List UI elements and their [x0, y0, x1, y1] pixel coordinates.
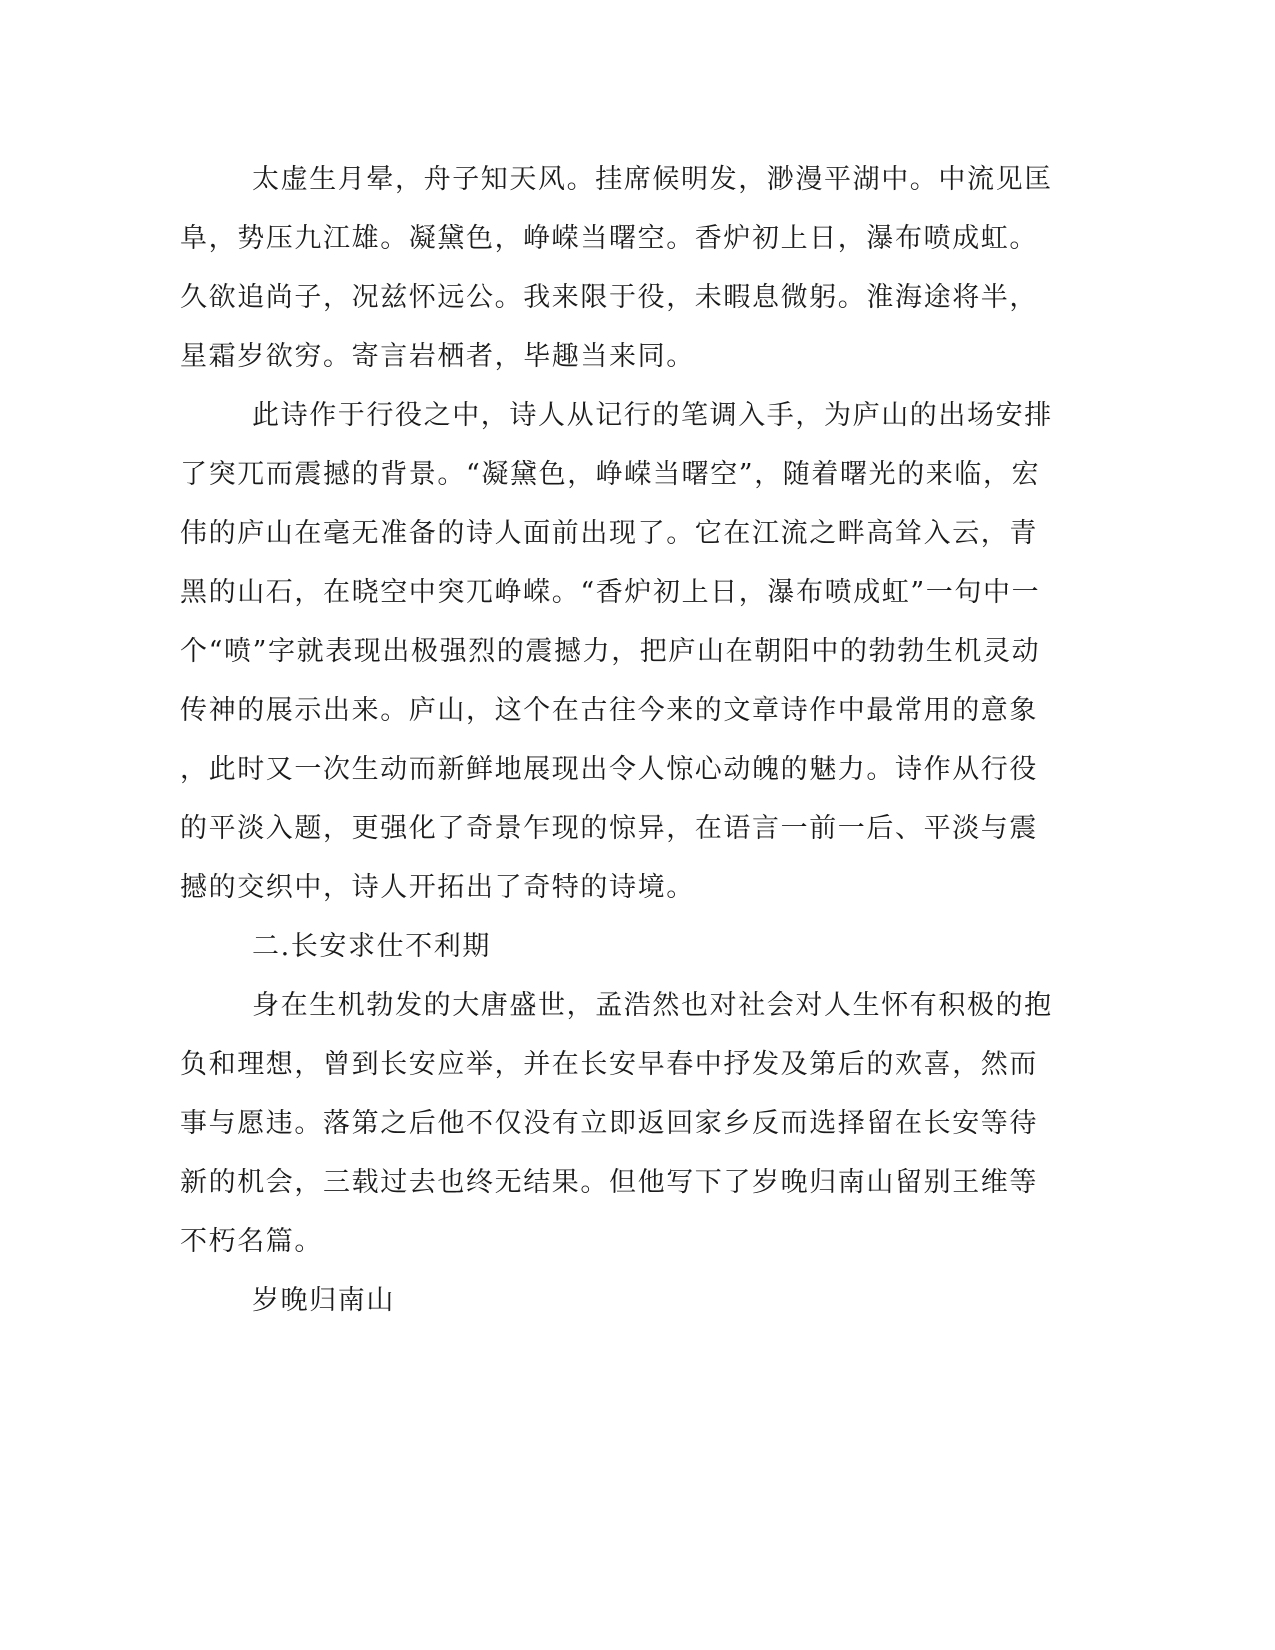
- section-heading: 二.长安求仕不利期: [252, 931, 491, 962]
- analysis-paragraph: [180, 386, 1053, 917]
- text-line: ，此时又一次生动而新鲜地展现出令人惊心动魄的魅力。诗作从行役: [180, 754, 1038, 785]
- text-line: 事与愿违。落第之后他不仅没有立即返回家乡反而选择留在长安等待: [180, 1108, 1038, 1139]
- text-line: 此诗作于行役之中，诗人从记行的笔调入手，为庐山的出场安排: [252, 400, 1053, 431]
- text-line: 身在生机勃发的大唐盛世，孟浩然也对社会对人生怀有积极的抱: [252, 990, 1053, 1021]
- text-line: 黑的山石，在晓空中突兀峥嵘。“香炉初上日，瀑布喷成虹”一句中一: [180, 577, 1041, 608]
- text-line: 个“喷”字就表现出极强烈的震撼力，把庐山在朝阳中的勃勃生机灵动: [180, 636, 1041, 667]
- text-line: 阜，势压九江雄。凝黛色，峥嵘当曙空。香炉初上日，瀑布喷成虹。: [180, 223, 1038, 254]
- poem-title: 岁晚归南山: [252, 1285, 395, 1316]
- text-line: 不朽名篇。: [180, 1226, 323, 1257]
- text-line: 传神的展示出来。庐山，这个在古往今来的文章诗作中最常用的意象: [180, 695, 1038, 726]
- text-line: 了突兀而震撼的背景。“凝黛色，峥嵘当曙空”，随着曙光的来临，宏: [180, 459, 1041, 490]
- text-line: 负和理想，曾到长安应举，并在长安早春中抒发及第后的欢喜，然而: [180, 1049, 1038, 1080]
- text-line: 久欲追尚子，况兹怀远公。我来限于役，未暇息微躬。淮海途将半，: [180, 282, 1038, 313]
- text-line: 的平淡入题，更强化了奇景乍现的惊异，在语言一前一后、平淡与震: [180, 813, 1038, 844]
- text-line: 星霜岁欲穷。寄言岩栖者，毕趣当来同。: [180, 341, 695, 372]
- poem-paragraph: [180, 150, 1053, 386]
- text-line: 新的机会，三载过去也终无结果。但他写下了岁晚归南山留别王维等: [180, 1167, 1038, 1198]
- document-body: [180, 150, 1053, 1330]
- text-line: 太虚生月晕，舟子知天风。挂席候明发，渺漫平湖中。中流见匡: [252, 164, 1053, 195]
- section-paragraph: [180, 976, 1053, 1271]
- text-line: 伟的庐山在毫无准备的诗人面前出现了。它在江流之畔高耸入云，青: [180, 518, 1038, 549]
- text-line: 撼的交织中，诗人开拓出了奇特的诗境。: [180, 872, 695, 903]
